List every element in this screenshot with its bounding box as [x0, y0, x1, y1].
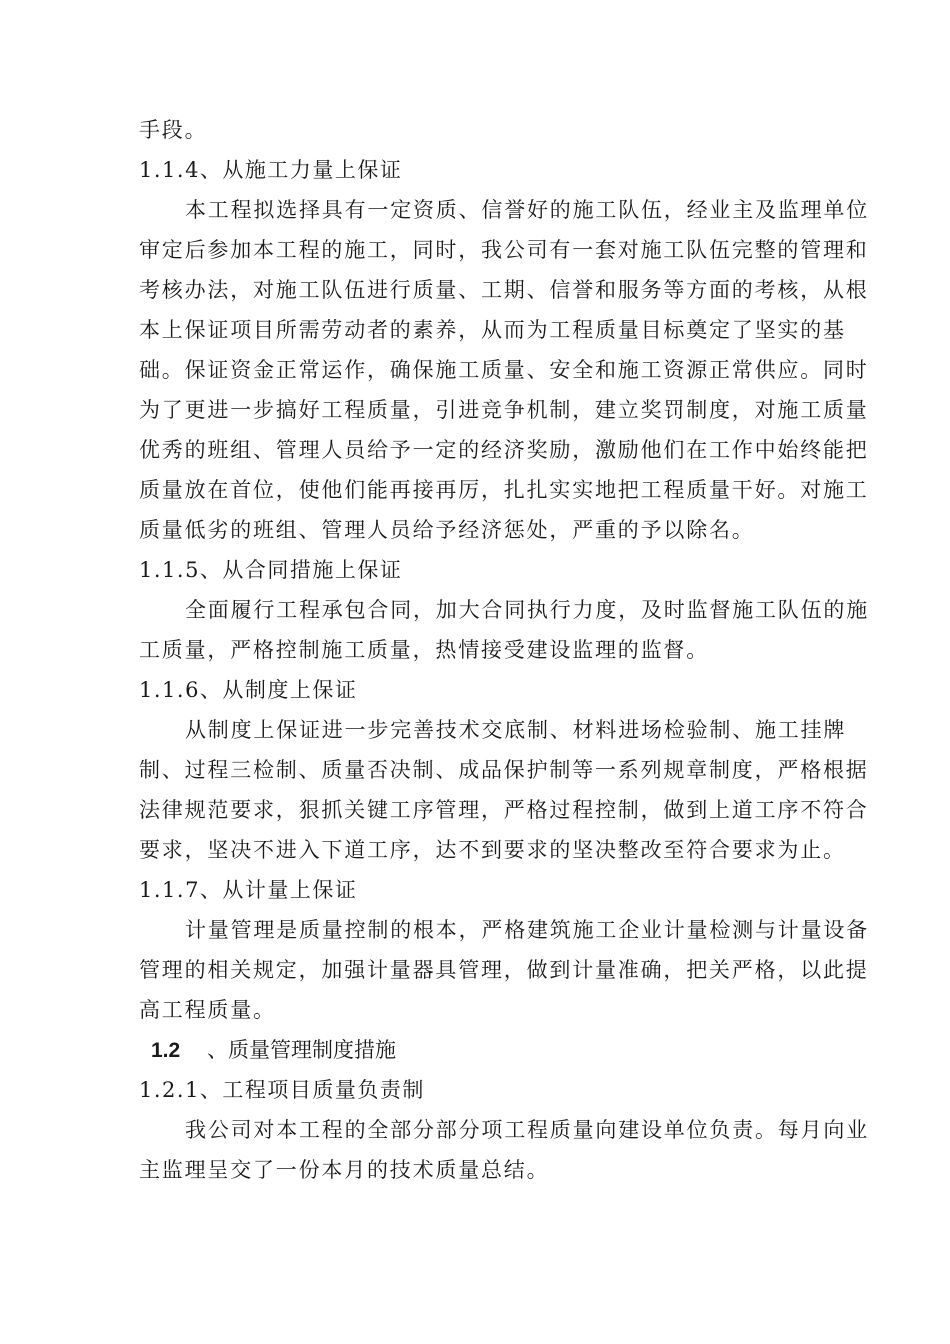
text-line: 制、过程三检制、质量否决制、成品保护制等一系列规章制度，严格根据 — [139, 758, 869, 782]
paragraph-quality-responsibility — [139, 1110, 869, 1190]
paragraph-metrology — [139, 910, 869, 1030]
text-line: 全面履行工程承包合同，加大合同执行力度，及时监督施工队伍的施 — [185, 598, 869, 622]
text-line: 质量低劣的班组、管理人员给予经济惩处，严重的予以除名。 — [139, 518, 755, 542]
section-number: 1.2 — [151, 1039, 181, 1062]
document-page — [139, 110, 869, 1190]
text-line: 工质量，严格控制施工质量，热情接受建设监理的监督。 — [139, 638, 709, 662]
text-line: 优秀的班组、管理人员给予一定的经济奖励，激励他们在工作中始终能把 — [139, 438, 869, 462]
section-heading-1-1-7: 1.1.7、从计量上保证 — [139, 878, 358, 902]
text-line: 我公司对本工程的全部分部分项工程质量向建设单位负责。每月向业 — [185, 1118, 869, 1142]
text-line: 要求，坚决不进入下道工序，达不到要求的坚决整改至符合要求为止。 — [139, 838, 846, 862]
text-line: 质量放在首位，使他们能再接再厉，扎扎实实地把工程质量干好。对施工 — [139, 478, 869, 502]
section-title: 、质量管理制度措施 — [207, 1038, 396, 1062]
text-line: 审定后参加本工程的施工，同时，我公司有一套对施工队伍完整的管理和 — [139, 238, 869, 262]
text-line: 手段。 — [139, 118, 208, 142]
text-line: 管理的相关规定，加强计量器具管理，做到计量准确，把关严格，以此提 — [139, 958, 869, 982]
text-line: 高工程质量。 — [139, 998, 276, 1022]
section-heading-1-1-5: 1.1.5、从合同措施上保证 — [139, 558, 403, 582]
text-line: 考核办法，对施工队伍进行质量、工期、信誉和服务等方面的考核，从根 — [139, 278, 869, 302]
paragraph-construction-force — [139, 190, 869, 550]
section-heading-1-1-4: 1.1.4、从施工力量上保证 — [139, 158, 403, 182]
section-heading-1-2-1: 1.2.1、工程项目质量负责制 — [139, 1078, 425, 1102]
text-line: 本上保证项目所需劳动者的素养，从而为工程质量目标奠定了坚实的基 — [139, 318, 846, 342]
paragraph-contract-measures — [139, 590, 869, 670]
paragraph-system — [139, 710, 869, 870]
text-line: 计量管理是质量控制的根本，严格建筑施工企业计量检测与计量设备 — [185, 918, 869, 942]
text-line: 为了更进一步搞好工程质量，引进竞争机制，建立奖罚制度，对施工质量 — [139, 398, 869, 422]
text-line: 本工程拟选择具有一定资质、信誉好的施工队伍，经业主及监理单位 — [185, 198, 869, 222]
text-line: 础。保证资金正常运作，确保施工质量、安全和施工资源正常供应。同时 — [139, 358, 869, 382]
text-line: 法律规范要求，狠抓关键工序管理，严格过程控制，做到上道工序不符合 — [139, 798, 869, 822]
section-heading-1-1-6: 1.1.6、从制度上保证 — [139, 678, 358, 702]
text-line: 主监理呈交了一份本月的技术质量总结。 — [139, 1158, 550, 1182]
text-line: 从制度上保证进一步完善技术交底制、材料进场检验制、施工挂牌 — [185, 718, 847, 742]
section-heading-1-2 — [139, 1030, 829, 1070]
paragraph-fragment — [139, 110, 829, 150]
